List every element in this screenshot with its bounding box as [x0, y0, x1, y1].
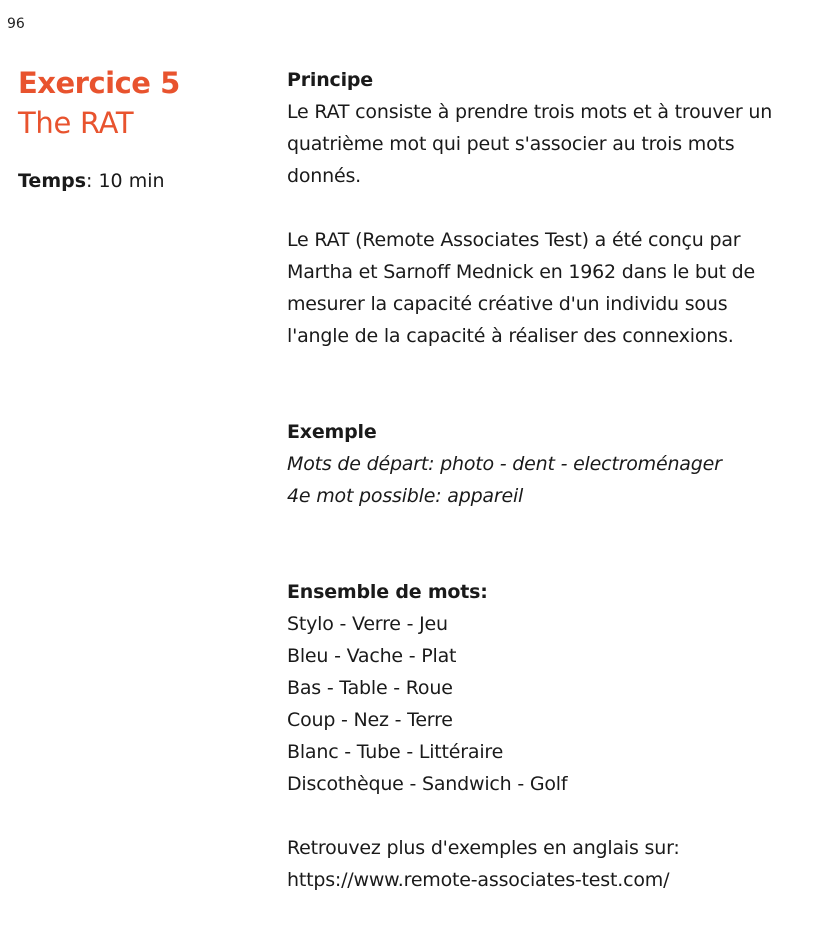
principle-paragraph-2: Le RAT (Remote Associates Test) a été conçu par Martha et Sarnoff Mednick en 1962 dans le but de mesurer la capacité créative d'un individu sous l'angle de la capacité à réaliser des connexions.: [287, 229, 756, 347]
principle-heading: Principe: [287, 69, 373, 91]
example-start-words: Mots de départ: photo - dent - electroménager: [287, 453, 722, 475]
more-examples-section: [287, 832, 787, 896]
more-examples-link[interactable]: https://www.remote-associates-test.com/: [287, 869, 670, 891]
list-item: Blanc - Tube - Littéraire: [287, 741, 504, 763]
list-item: Bleu - Vache - Plat: [287, 645, 457, 667]
exercise-title: Exercice 5: [18, 66, 180, 100]
list-item: Coup - Nez - Terre: [287, 709, 453, 731]
principle-paragraph-1: Le RAT consiste à prendre trois mots et à trouver un quatrième mot qui peut s'associer au trois mots donnés.: [287, 101, 773, 187]
time-label: Temps: [18, 170, 87, 192]
exercise-content: [287, 64, 787, 896]
exercise-sidebar: [18, 64, 258, 194]
list-item: Stylo - Verre - Jeu: [287, 613, 448, 635]
word-sets-list: [287, 608, 787, 800]
word-sets-heading: Ensemble de mots:: [287, 581, 488, 603]
list-item: Bas - Table - Roue: [287, 677, 453, 699]
exercise-subtitle: The RAT: [18, 106, 134, 140]
principle-section: [287, 64, 787, 352]
more-examples-text: Retrouvez plus d'exemples en anglais sur:: [287, 837, 680, 859]
example-heading: Exemple: [287, 421, 377, 443]
page-number: 96: [7, 16, 25, 32]
example-answer: 4e mot possible: appareil: [287, 485, 524, 507]
list-item: Discothèque - Sandwich - Golf: [287, 773, 568, 795]
example-section: [287, 416, 787, 512]
word-sets-section: [287, 576, 787, 800]
time-value: : 10 min: [86, 170, 165, 192]
exercise-time: [18, 168, 258, 194]
